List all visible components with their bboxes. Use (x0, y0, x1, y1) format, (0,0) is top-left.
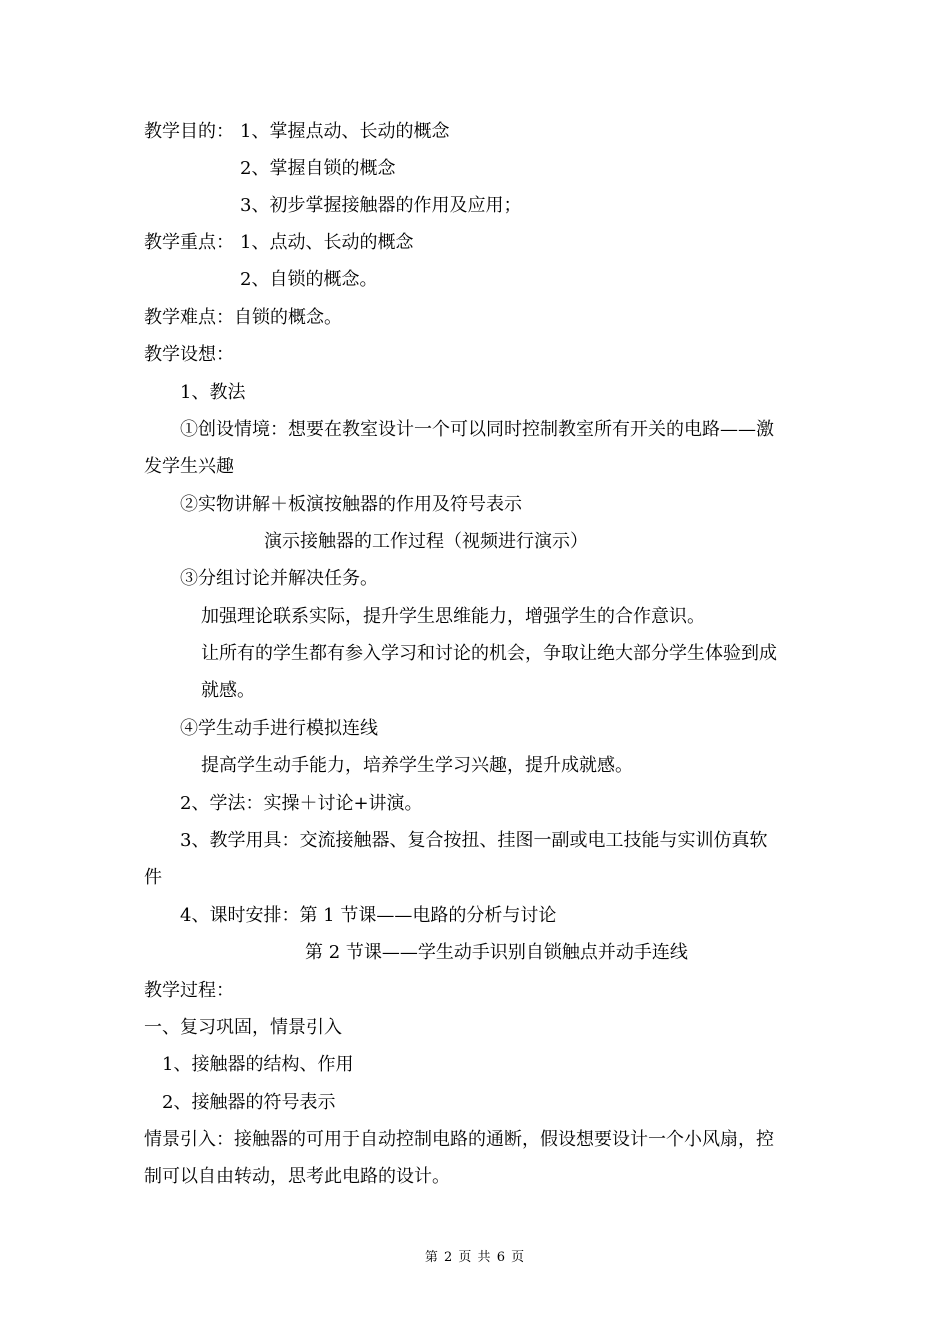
keypoint-1: 1、点动、长动的概念 (240, 232, 414, 253)
design-label: 教学设想： (144, 344, 234, 365)
tools-line-a: 3、教学用具：交流接触器、复合按扭、挂图一副或电工技能与实训仿真软 (180, 830, 768, 851)
section-1-item-2: 2、接触器的符号表示 (162, 1092, 336, 1113)
tools-line-b: 件 (144, 867, 162, 888)
page-footer: 第 2 页 共 6 页 (424, 1250, 526, 1265)
scenario-line-a: 情景引入：接触器的可用于自动控制电路的通断，假设想要设计一个小风扇，控 (144, 1129, 774, 1150)
schedule-1: 4、课时安排：第 1 节课——电路的分析与讨论 (180, 905, 557, 926)
method-4: ④学生动手进行模拟连线 (180, 718, 378, 739)
objective-2: 2、掌握自锁的概念 (240, 158, 396, 179)
method-1-line-b: 发学生兴趣 (144, 456, 234, 477)
method-1-line-a: ①创设情境：想要在教室设计一个可以同时控制教室所有开关的电路——激 (180, 419, 774, 440)
method-2-sub: 演示接触器的工作过程（视频进行演示） (264, 531, 588, 552)
objectives-label: 教学目的： (144, 121, 234, 142)
keypoint-2: 2、自锁的概念。 (240, 269, 378, 290)
method-3: ③分组讨论并解决任务。 (180, 568, 378, 589)
objective-3: 3、初步掌握接触器的作用及应用； (240, 195, 522, 216)
method-3-sub-2-line-a: 让所有的学生都有参入学习和讨论的机会，争取让绝大部分学生体验到成 (201, 643, 777, 664)
process-label: 教学过程： (144, 980, 234, 1001)
difficulty: 教学难点：自锁的概念。 (144, 307, 342, 328)
method-title: 1、教法 (180, 382, 246, 403)
section-1-item-1: 1、接触器的结构、作用 (162, 1054, 354, 1075)
scenario-line-b: 制可以自由转动，思考此电路的设计。 (144, 1166, 450, 1187)
section-1-heading: 一、复习巩固，情景引入 (144, 1017, 342, 1038)
schedule-2: 第 2 节课——学生动手识别自锁触点并动手连线 (305, 942, 688, 963)
keypoints-label: 教学重点： (144, 232, 234, 253)
method-3-sub-1: 加强理论联系实际，提升学生思维能力，增强学生的合作意识。 (201, 606, 705, 627)
learning-method: 2、学法：实操＋讨论+讲演。 (180, 793, 423, 814)
method-3-sub-2-line-b: 就感。 (201, 680, 255, 701)
objective-1: 1、掌握点动、长动的概念 (240, 121, 450, 142)
method-2: ②实物讲解＋板演按触器的作用及符号表示 (180, 494, 522, 515)
method-4-sub: 提高学生动手能力，培养学生学习兴趣，提升成就感。 (201, 755, 633, 776)
